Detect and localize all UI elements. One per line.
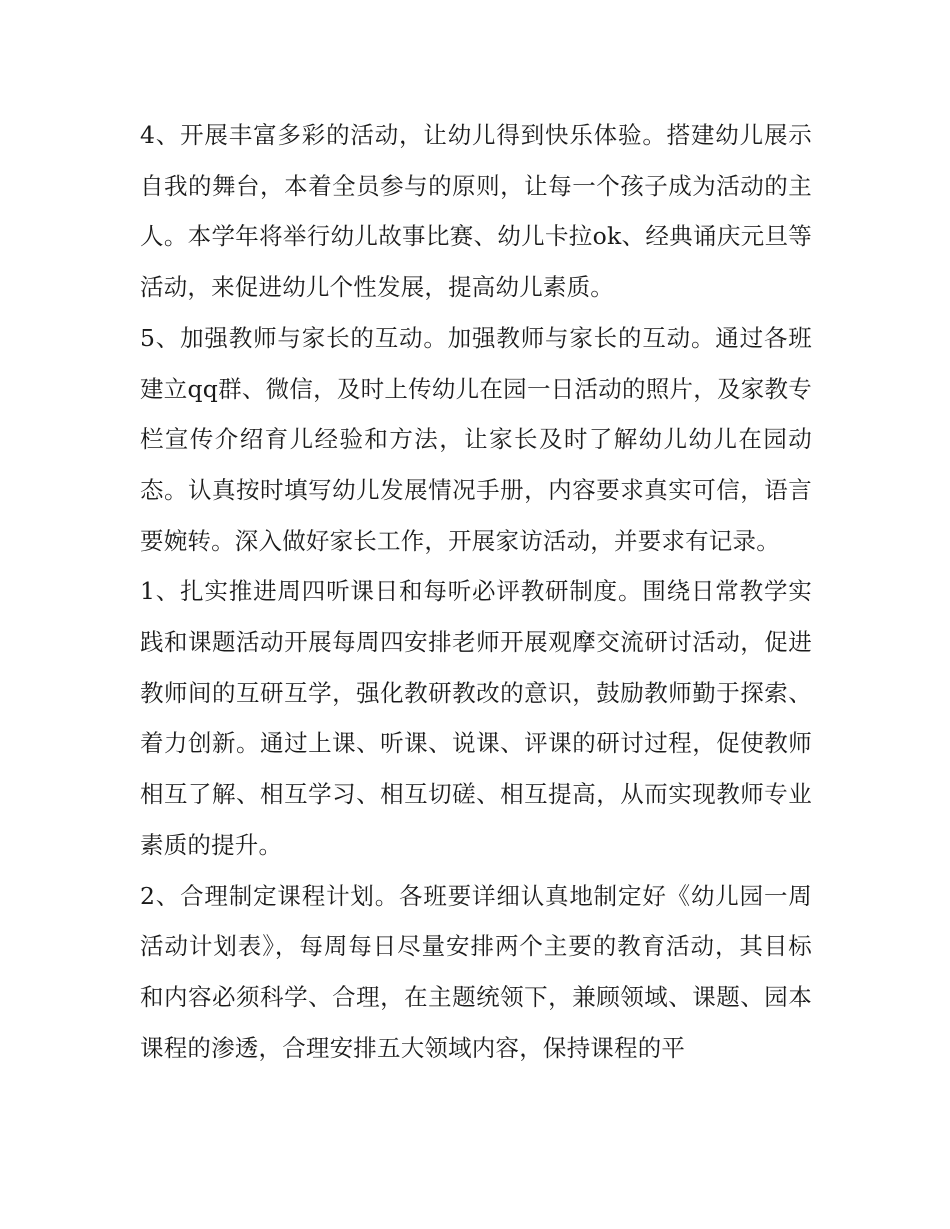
paragraph-curriculum-plan: 2、合理制定课程计划。各班要详细认真地制定好《幼儿园一周活动计划表》，每周每日尽量安排两个主要的教育活动，其目标和内容必须科学、合理，在主题统领下，兼顾领域、课题、园本课程的渗透，合理安排五大领域内容，保持课程的平 — [140, 881, 812, 1062]
paragraph-teaching-research: 1、扎实推进周四听课日和每听必评教研制度。围绕日常教学实践和课题活动开展每周四安排老师开展观摩交流研讨活动，促进教师间的互研互学，强化教研教改的意识，鼓励教师勤于探索、着力创新。通过上课、听课、说课、评课的研讨过程，促使教师相互了解、相互学习、相互切磋、相互提高，从而实现教师专业素质的提升。 — [140, 577, 812, 859]
paragraph-parent-interaction: 5、加强教师与家长的互动。加强教师与家长的互动。通过各班建立qq群、微信，及时上传幼儿在园一日活动的照片，及家教专栏宣传介绍育儿经验和方法，让家长及时了解幼儿幼儿在园动态。认真按时填写幼儿发展情况手册，内容要求真实可信，语言要婉转。深入做好家长工作，开展家访活动，并要求有记录。 — [140, 323, 812, 555]
paragraph-activities: 4、开展丰富多彩的活动，让幼儿得到快乐体验。搭建幼儿展示自我的舞台，本着全员参与的原则，让每一个孩子成为活动的主人。本学年将举行幼儿故事比赛、幼儿卡拉ok、经典诵庆元旦等活动，来促进幼儿个性发展，提高幼儿素质。 — [140, 121, 812, 302]
document-body — [140, 110, 812, 1073]
